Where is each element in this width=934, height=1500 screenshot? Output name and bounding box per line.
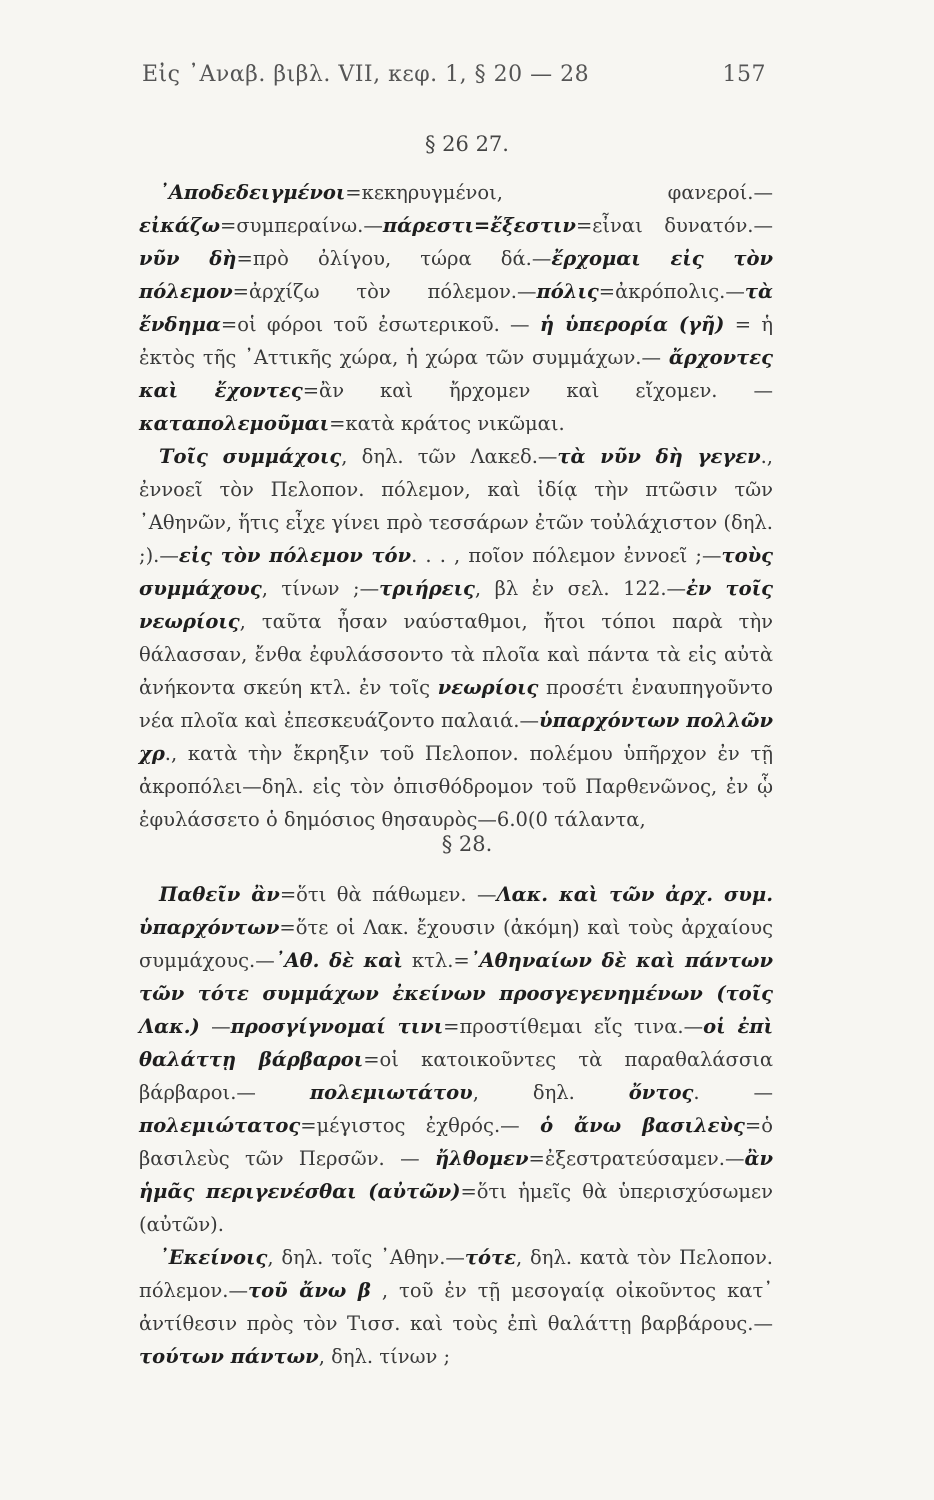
gloss-text: , δηλ. τοῖς ᾽Αθην.—: [267, 1246, 465, 1269]
section-body-28: [139, 878, 773, 1373]
gloss-text: , δηλ. τίνων ;: [318, 1345, 451, 1368]
gloss-text: , δηλ. κατὰ τὸν Πελοπον. πόλεμον.—: [139, 1246, 773, 1302]
gloss-text: =οἱ κατοικοῦντες τὰ παραθαλάσσια βάρβαροι.—: [139, 1048, 773, 1104]
lemma-term: ὄντος: [628, 1081, 694, 1104]
lemma-term: πάρεστι=ἔξεστιν: [382, 214, 576, 237]
gloss-text: , τοῦ ἐν τῇ μεσογαίᾳ οἰκοῦντος κατ᾽ ἀντίθεσιν πρὸς τὸν Τισσ. καὶ τοὺς ἐπὶ θαλάττῃ βαρβάρους.—: [139, 1279, 773, 1335]
gloss-text: προσέτι ἐναυπηγοῦντο νέα πλοῖα καὶ ἐπεσκευάζοντο παλαιά.—: [139, 676, 773, 732]
page-number: 157: [722, 62, 766, 87]
lemma-term: τότε: [464, 1246, 517, 1269]
lemma-term: Παθεῖν ἂν: [159, 883, 280, 906]
running-title: Εἰς ᾽Αναβ. βιβλ. VII, κεφ. 1, § 20 — 28: [142, 62, 590, 87]
gloss-text: ., ἐννοεῖ τὸν Πελοπον. πόλεμον, καὶ ἰδίᾳ τὴν πτῶσιν τῶν ᾽Αθηνῶν, ἥτις εἶχε γίνει πρὸ τεσσάρων ἐτῶν τοὐλάχιστον (δηλ. ;).—: [139, 445, 773, 567]
lemma-term: ὁ ἄνω βασιλεὺς: [540, 1114, 745, 1137]
gloss-text: , δηλ. τῶν Λακεδ.—: [341, 445, 558, 468]
lemma-term: ᾽Εκείνοις: [159, 1246, 268, 1269]
lemma-term: πολεμιώτατος: [139, 1114, 301, 1137]
lemma-term: ἔρχομαι εἰς τὸν πόλεμον: [139, 247, 773, 303]
lemma-term: εἰς τὸν πόλεμον τόν: [178, 544, 412, 567]
gloss-paragraph: [139, 878, 773, 1241]
lemma-term: ᾽Αθ. δὲ καὶ: [274, 949, 403, 972]
lemma-term: ᾽Αποδεδειγμένοι: [159, 181, 346, 204]
gloss-text: =πρὸ ὀλίγου, τώρα δά.—: [236, 247, 552, 270]
lemma-term: οἱ ἐπὶ θαλάττῃ βάρβαροι: [139, 1015, 774, 1071]
gloss-text: . —: [693, 1081, 773, 1104]
gloss-text: =ἀρχίζω τὸν πόλεμον.—: [232, 280, 537, 303]
lemma-term: νῦν δὴ: [139, 247, 237, 270]
gloss-text: =ἂν καὶ ἤρχομεν καὶ εἴχομεν. —: [302, 379, 773, 402]
gloss-text: ., κατὰ τὴν ἔκρηξιν τοῦ Πελοπον. πολέμου ὑπῆρχον ἐν τῇ ἀκροπόλει—δηλ. εἰς τὸν ὀπισθόδρομον τοῦ Παρθενῶνος, ἐν ᾧ ἐφυλάσσετο ὁ δημόσιος θησαυρὸς—6.0(0 τάλαντα,: [139, 742, 773, 831]
lemma-term: τούτων πάντων: [139, 1345, 319, 1368]
lemma-term: ἤλθομεν: [434, 1147, 529, 1170]
gloss-text: =ἐξεστρατεύσαμεν.—: [528, 1147, 745, 1170]
gloss-text: κτλ.=: [402, 949, 470, 972]
gloss-text: , τίνων ;—: [261, 577, 380, 600]
lemma-term: ἡ ὑπερορία (γῆ): [539, 313, 725, 336]
gloss-text: =εἶναι δυνατόν.—: [575, 214, 773, 237]
lemma-term: ᾽Αθηναίων δὲ καὶ πάντων τῶν τότε συμμάχων ἐκείνων προσγεγενημένων (τοῖς Λακ.): [139, 949, 773, 1038]
gloss-text: =οἱ φόροι τοῦ ἐσωτερικοῦ. —: [220, 313, 540, 336]
gloss-text: , ταῦτα ἦσαν ναύσταθμοι, ἤτοι τόποι παρὰ τὴν θάλασσαν, ἔνθα ἐφυλάσσοντο τὰ πλοῖα καὶ πάντα τὰ εἰς αὐτὰ ἀνήκοντα σκεύη κτλ. ἐν τοῖς: [139, 610, 773, 699]
lemma-term: ἐν τοῖς νεωρίοις: [139, 577, 773, 633]
section-heading-26-27: § 26 27.: [425, 132, 509, 156]
gloss-text: =συμπεραίνω.—: [220, 214, 383, 237]
lemma-term: νεωρίοις: [437, 676, 539, 699]
running-header: [142, 62, 766, 102]
gloss-text: , βλ ἐν σελ. 122.—: [474, 577, 687, 600]
section-heading-28: § 28.: [441, 832, 493, 856]
gloss-paragraph: [139, 1241, 773, 1373]
gloss-paragraph: [139, 440, 773, 836]
gloss-text: =ἀκρόπολις.—: [598, 280, 745, 303]
lemma-term: καταπολεμοῦμαι: [139, 412, 330, 435]
lemma-term: πόλις: [536, 280, 599, 303]
lemma-term: Λακ. καὶ τῶν ἀρχ. συμ. ὑπαρχόντων: [139, 883, 773, 939]
lemma-term: Τοῖς συμμάχοις: [159, 445, 342, 468]
gloss-text: =ὅτι θὰ πάθωμεν. —: [279, 883, 497, 906]
lemma-term: πολεμιωτάτου: [309, 1081, 473, 1104]
lemma-term: τὰ νῦν δὴ γεγεν: [557, 445, 761, 468]
lemma-term: ὑπαρχόντων πολλῶν χρ: [139, 709, 774, 765]
lemma-term: ἄρχοντες καὶ ἔχοντες: [139, 346, 773, 402]
gloss-text: =κατὰ κράτος νικῶμαι.: [329, 412, 565, 435]
section-body-26-27: [139, 176, 773, 836]
gloss-text: . . . , ποῖον πόλεμον ἐννοεῖ ;—: [411, 544, 722, 567]
gloss-text: =ὁ βασιλεὺς τῶν Περσῶν. —: [139, 1114, 773, 1170]
lemma-term: τοῦ ἄνω β: [247, 1279, 371, 1302]
lemma-term: εἰκάζω: [139, 214, 221, 237]
gloss-text: =προστίθεμαι εἴς τινα.—: [443, 1015, 704, 1038]
gloss-paragraph: [139, 176, 773, 440]
lemma-term: προσγίγνομαί τινι: [230, 1015, 444, 1038]
gloss-text: , δηλ.: [472, 1081, 629, 1104]
gloss-text: =ὅτι ἡμεῖς θὰ ὑπερισχύσωμεν (αὐτῶν).: [139, 1180, 773, 1236]
gloss-text: =ὅτε οἱ Λακ. ἔχουσιν (ἀκόμη) καὶ τοὺς ἀρχαίους συμμάχους.—: [139, 916, 773, 972]
gloss-text: = ἡ ἐκτὸς τῆς ᾽Αττικῆς χώρα, ἡ χώρα τῶν συμμάχων.—: [139, 313, 774, 369]
gloss-text: —: [199, 1015, 231, 1038]
lemma-term: ἂν ἡμᾶς περιγενέσθαι (αὐτῶν): [139, 1147, 773, 1203]
lemma-term: τὰ ἔνδημα: [139, 280, 773, 336]
lemma-term: τριήρεις: [379, 577, 475, 600]
gloss-text: =μέγιστος ἐχθρός.—: [300, 1114, 541, 1137]
lemma-term: τοὺς συμμάχους: [139, 544, 773, 600]
gloss-text: =κεκηρυγμένοι, φανεροί.—: [345, 181, 773, 204]
